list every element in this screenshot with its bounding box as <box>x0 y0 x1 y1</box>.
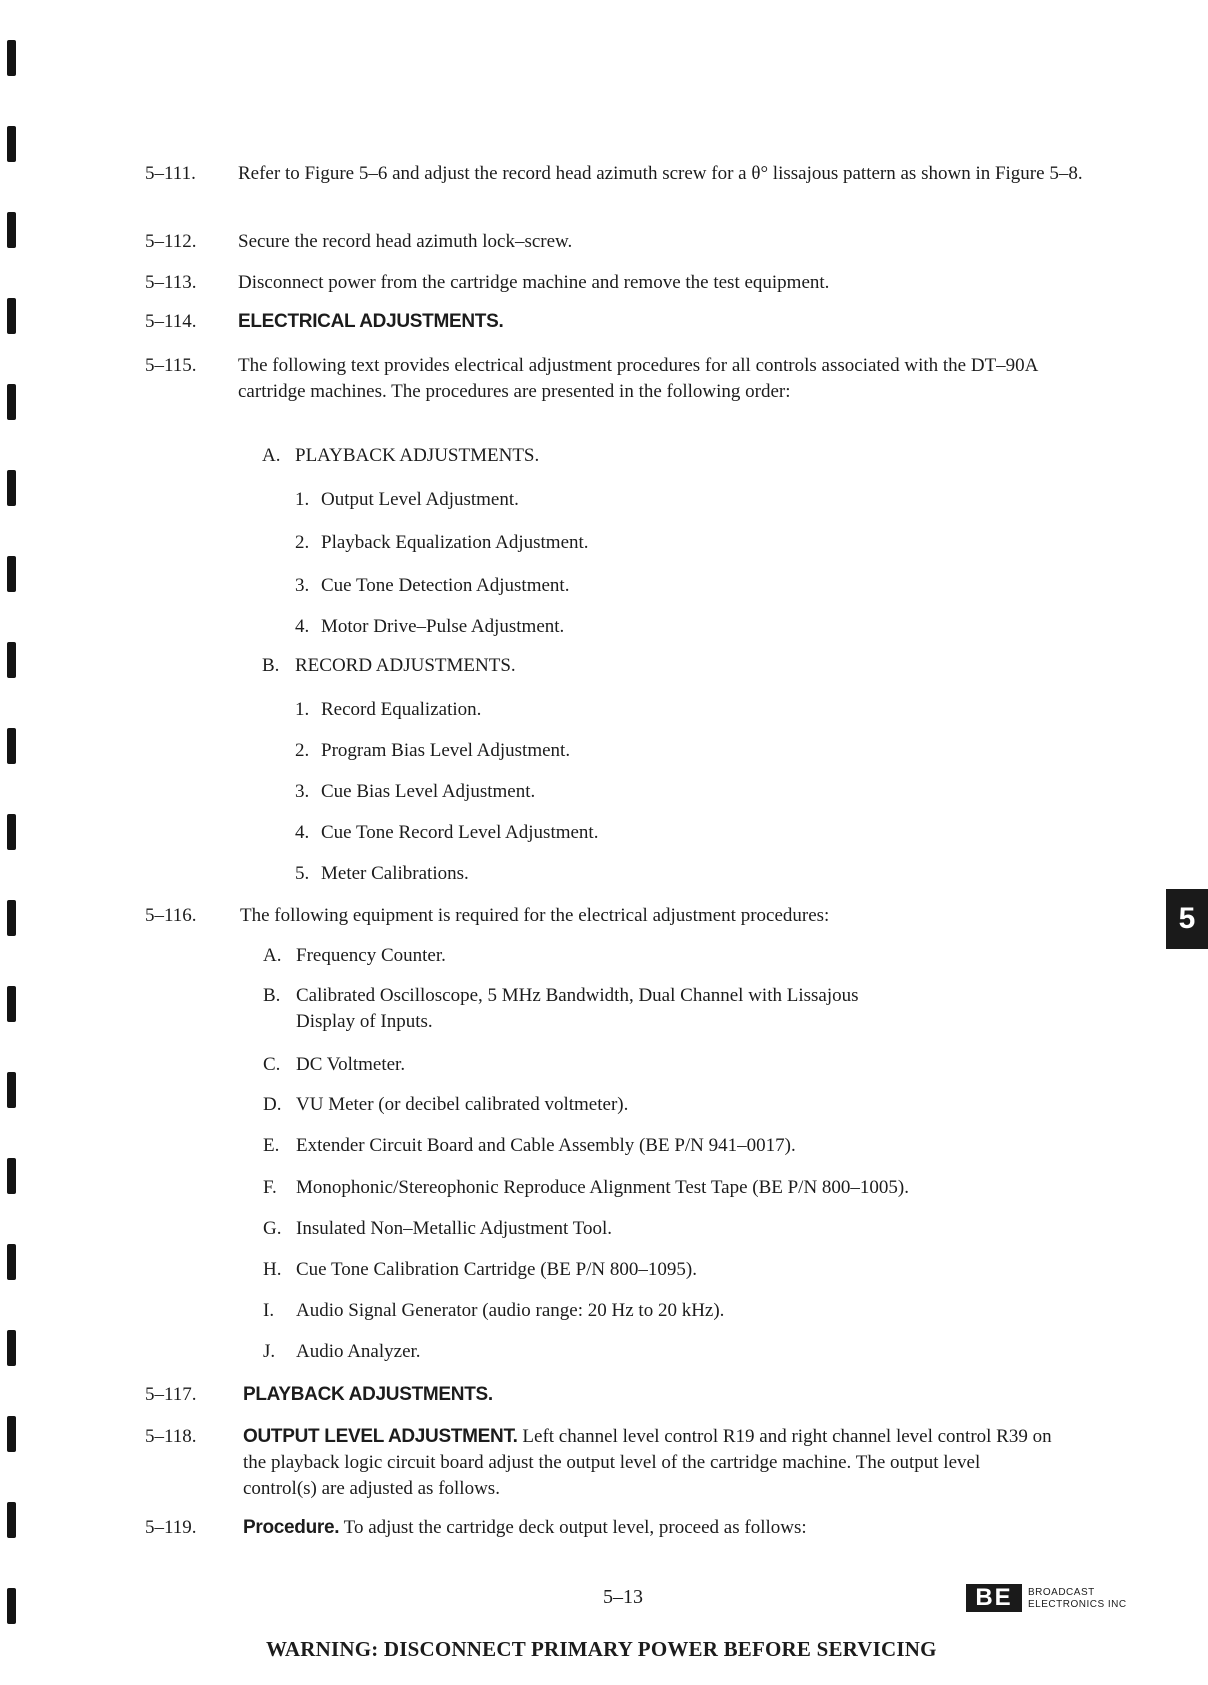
list-item-text: Cue Tone Record Level Adjustment. <box>321 822 599 843</box>
binder-hole <box>7 212 16 248</box>
paragraph-heading: OUTPUT LEVEL ADJUSTMENT. <box>243 1426 518 1447</box>
paragraph-number: 5–112. <box>145 231 197 252</box>
list-item-text: Cue Bias Level Adjustment. <box>321 781 536 802</box>
list-marker: 2. <box>295 740 310 761</box>
paragraph-number: 5–111. <box>145 163 196 184</box>
paragraph-text: The following equipment is required for the electrical adjustment procedures: <box>240 905 830 926</box>
list-marker: 2. <box>295 532 310 553</box>
paragraph-number: 5–113. <box>145 272 197 293</box>
logo-mark: BE <box>966 1584 1022 1612</box>
list-marker: 1. <box>295 699 310 720</box>
list-marker: 3. <box>295 781 310 802</box>
paragraph-heading: Procedure. <box>243 1517 340 1538</box>
binder-hole <box>7 126 16 162</box>
list-item-text: DC Voltmeter. <box>296 1054 406 1075</box>
paragraph-number: 5–114. <box>145 311 197 332</box>
list-item-text: Calibrated Oscilloscope, 5 MHz Bandwidth, Dual Channel with Lissajous <box>296 985 859 1006</box>
list-marker: A. <box>262 445 281 466</box>
paragraph-text: Disconnect power from the cartridge machine and remove the test equipment. <box>238 272 830 293</box>
paragraph-text: Secure the record head azimuth lock–screw. <box>238 231 573 252</box>
binder-hole <box>7 1072 16 1108</box>
binder-hole <box>7 1244 16 1280</box>
binder-hole <box>7 1416 16 1452</box>
paragraph-text <box>243 1424 1053 1502</box>
list-marker: F. <box>263 1177 277 1198</box>
list-item-text: Motor Drive–Pulse Adjustment. <box>321 616 565 637</box>
binder-hole <box>7 1330 16 1366</box>
logo-text <box>1028 1584 1127 1611</box>
list-item-text: Extender Circuit Board and Cable Assembly (BE P/N 941–0017). <box>296 1135 796 1156</box>
paragraph-text: The following text provides electrical adjustment procedures for all controls associated with the DT–90A cartridge machines. The procedures are presented in the following order: <box>238 355 1038 402</box>
list-marker: E. <box>263 1135 280 1156</box>
binder-hole <box>7 298 16 334</box>
paragraph-number: 5–117. <box>145 1384 197 1405</box>
list-item-text: Program Bias Level Adjustment. <box>321 740 571 761</box>
list-item-text: VU Meter (or decibel calibrated voltmeter). <box>296 1094 629 1115</box>
list-item-text: Frequency Counter. <box>296 945 446 966</box>
binder-hole <box>7 986 16 1022</box>
list-marker: 3. <box>295 575 310 596</box>
list-item-text: Audio Analyzer. <box>296 1341 421 1362</box>
list-item-text: PLAYBACK ADJUSTMENTS. <box>295 445 540 466</box>
binder-hole <box>7 728 16 764</box>
list-item-text: RECORD ADJUSTMENTS. <box>295 655 516 676</box>
paragraph-text: Refer to Figure 5–6 and adjust the record head azimuth screw for a θ° lissajous pattern as shown in Figure 5–8. <box>238 163 1083 184</box>
binder-hole <box>7 642 16 678</box>
list-marker: 5. <box>295 863 310 884</box>
list-marker: J. <box>263 1341 276 1362</box>
binder-hole <box>7 1588 16 1624</box>
list-item-text: Record Equalization. <box>321 699 482 720</box>
binder-hole <box>7 384 16 420</box>
list-item-text: Insulated Non–Metallic Adjustment Tool. <box>296 1218 613 1239</box>
list-item-text: Audio Signal Generator (audio range: 20 Hz to 20 kHz). <box>296 1300 725 1321</box>
paragraph-number: 5–115. <box>145 355 197 376</box>
list-item-text: Playback Equalization Adjustment. <box>321 532 589 553</box>
list-marker: G. <box>263 1218 282 1239</box>
company-logo <box>966 1584 1127 1612</box>
section-heading: ELECTRICAL ADJUSTMENTS. <box>238 311 504 332</box>
paragraph-text <box>243 1515 1103 1541</box>
list-item-text: Meter Calibrations. <box>321 863 469 884</box>
section-heading: PLAYBACK ADJUSTMENTS. <box>243 1384 493 1405</box>
logo-line-1: BROADCAST <box>1028 1587 1095 1598</box>
list-item-text: Cue Tone Detection Adjustment. <box>321 575 570 596</box>
binder-hole <box>7 40 16 76</box>
paragraph-body: To adjust the cartridge deck output level, proceed as follows: <box>339 1517 807 1538</box>
list-marker: A. <box>263 945 282 966</box>
paragraph-number: 5–118. <box>145 1426 197 1447</box>
list-item-text: Output Level Adjustment. <box>321 489 519 510</box>
binder-hole <box>7 814 16 850</box>
binder-hole <box>7 900 16 936</box>
binder-hole <box>7 1158 16 1194</box>
list-item-text: Cue Tone Calibration Cartridge (BE P/N 800–1095). <box>296 1259 697 1280</box>
paragraph-body: Left channel level control R19 and right channel level control R39 on the playback logic circuit board adjust the output level of the cartridge machine. The output level control(s) are adjusted as follows. <box>243 1426 1052 1499</box>
list-item-text: Monophonic/Stereophonic Reproduce Alignment Test Tape (BE P/N 800–1005). <box>296 1177 910 1198</box>
list-item-text-continued: Display of Inputs. <box>296 1011 433 1032</box>
paragraph-number: 5–116. <box>145 905 197 926</box>
list-marker: B. <box>262 655 280 676</box>
list-marker: 1. <box>295 489 310 510</box>
list-marker: H. <box>263 1259 282 1280</box>
list-marker: C. <box>263 1054 281 1075</box>
list-marker: D. <box>263 1094 282 1115</box>
list-marker: 4. <box>295 822 310 843</box>
section-tab: 5 <box>1166 889 1208 949</box>
page-number: 5–13 <box>603 1586 643 1608</box>
binder-hole <box>7 470 16 506</box>
list-marker: 4. <box>295 616 310 637</box>
binder-hole <box>7 556 16 592</box>
warning-footer: WARNING: DISCONNECT PRIMARY POWER BEFORE SERVICING <box>266 1637 937 1661</box>
paragraph-number: 5–119. <box>145 1517 197 1538</box>
binder-hole <box>7 1502 16 1538</box>
list-marker: I. <box>263 1300 275 1321</box>
logo-line-2: ELECTRONICS INC <box>1028 1599 1127 1610</box>
list-marker: B. <box>263 985 281 1006</box>
